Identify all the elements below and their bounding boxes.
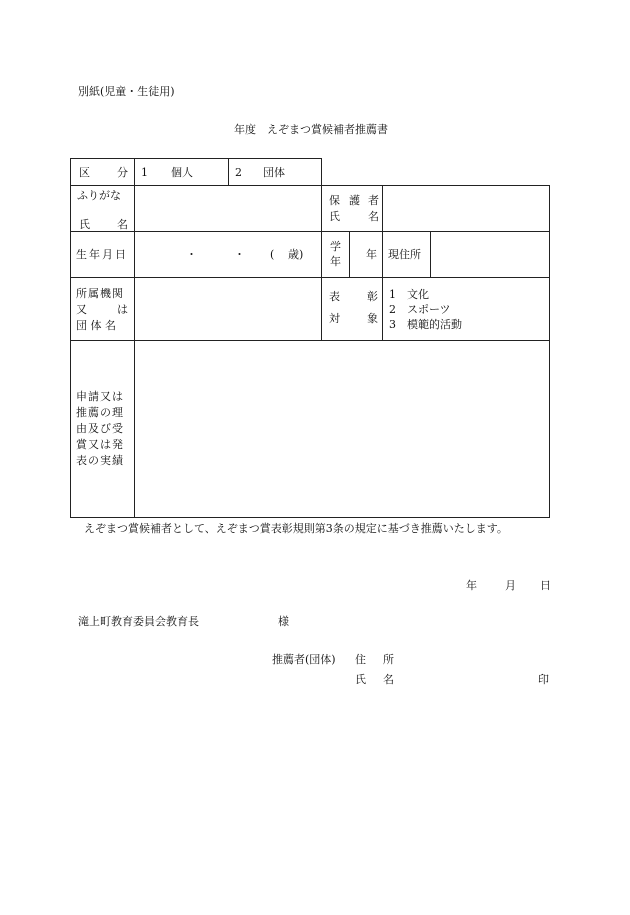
grid-line [549,185,550,518]
grid-line [321,158,322,341]
address-label: 現住所 [388,248,421,261]
age-open: ( [270,248,275,261]
grid-line [382,185,383,341]
reason-label-3: 由及び受 [76,422,124,435]
category-label-b: 分 [117,166,128,179]
award-target-exemplary[interactable]: 3 模範的活動 [389,318,462,331]
guardian-name-input[interactable] [384,186,548,231]
reason-input[interactable] [136,342,548,517]
grade-label-1: 学 [330,240,341,253]
seal-mark: 印 [538,673,549,686]
declaration-text: えぞまつ賞候補者として、えぞまつ賞表彰規則第3条の規定に基づき推薦いたします。 [84,522,508,535]
birthdate-separator: ・ [186,248,197,261]
attachment-label: 別紙(児童・生徒用) [78,85,175,98]
grid-line [70,340,550,341]
category-option-individual[interactable]: 個人 [171,166,193,179]
recommender-address-label-a: 住 [355,653,366,666]
award-target-label-b2: 象 [367,312,378,325]
guardian-name-label-b: 名 [368,210,379,223]
address-input[interactable] [432,232,548,277]
affiliation-label-2a: 又 [76,303,87,316]
award-target-sports[interactable]: 2 スポーツ [389,303,451,316]
affiliation-label-1: 所属機関 [76,287,124,300]
page-title: 年度 えぞまつ賞候補者推薦書 [234,123,388,136]
honorific: 様 [278,615,289,628]
category-option-group-num: 2 [235,166,242,179]
recommender-name-label-b: 名 [383,673,394,686]
award-target-label-b1: 対 [329,312,340,325]
age-close: 歳) [288,248,304,261]
reason-label-2: 推薦の理 [76,406,124,419]
recommender-name-label-a: 氏 [355,673,366,686]
guardian-label-1: 保 [329,194,340,207]
date-day-label: 日 [540,579,551,592]
award-target-label-a1: 表 [329,290,340,303]
category-label-a: 区 [79,166,90,179]
grid-line [70,158,71,518]
name-input[interactable] [136,186,321,231]
grade-label-2: 年 [330,255,341,268]
date-year-label: 年 [466,579,477,592]
grid-line [228,158,229,185]
reason-label-1: 申請又は [76,390,124,403]
guardian-name-label-a: 氏 [329,210,340,223]
recommender-label: 推薦者(団体) [272,653,336,666]
grid-line [134,158,135,518]
category-option-individual-num: 1 [141,166,148,179]
birthdate-separator: ・ [234,248,245,261]
name-label-b: 名 [117,218,128,231]
reason-label-4: 賞又は発 [76,438,124,451]
recommender-address-label-b: 所 [383,653,394,666]
reason-label-5: 表の実績 [76,454,124,467]
affiliation-label-3: 団 体 名 [76,319,116,332]
award-target-label-a2: 彰 [367,290,378,303]
grid-line [430,231,431,277]
grid-line [70,517,550,518]
affiliation-input[interactable] [136,278,321,340]
addressee: 滝上町教育委員会教育長 [78,615,199,628]
guardian-label-2: 護 [349,194,360,207]
category-option-group[interactable]: 団体 [263,166,285,179]
name-label-a: 氏 [79,218,90,231]
award-target-culture[interactable]: 1 文化 [389,288,429,301]
guardian-label-3: 者 [368,194,379,207]
birthdate-label: 生年月日 [76,248,128,261]
affiliation-label-2b: は [117,303,128,316]
date-month-label: 月 [505,579,516,592]
grade-year-label: 年 [366,248,377,261]
furigana-label: ふりがな [77,189,121,202]
grid-line [349,231,350,277]
grid-line [70,158,322,159]
